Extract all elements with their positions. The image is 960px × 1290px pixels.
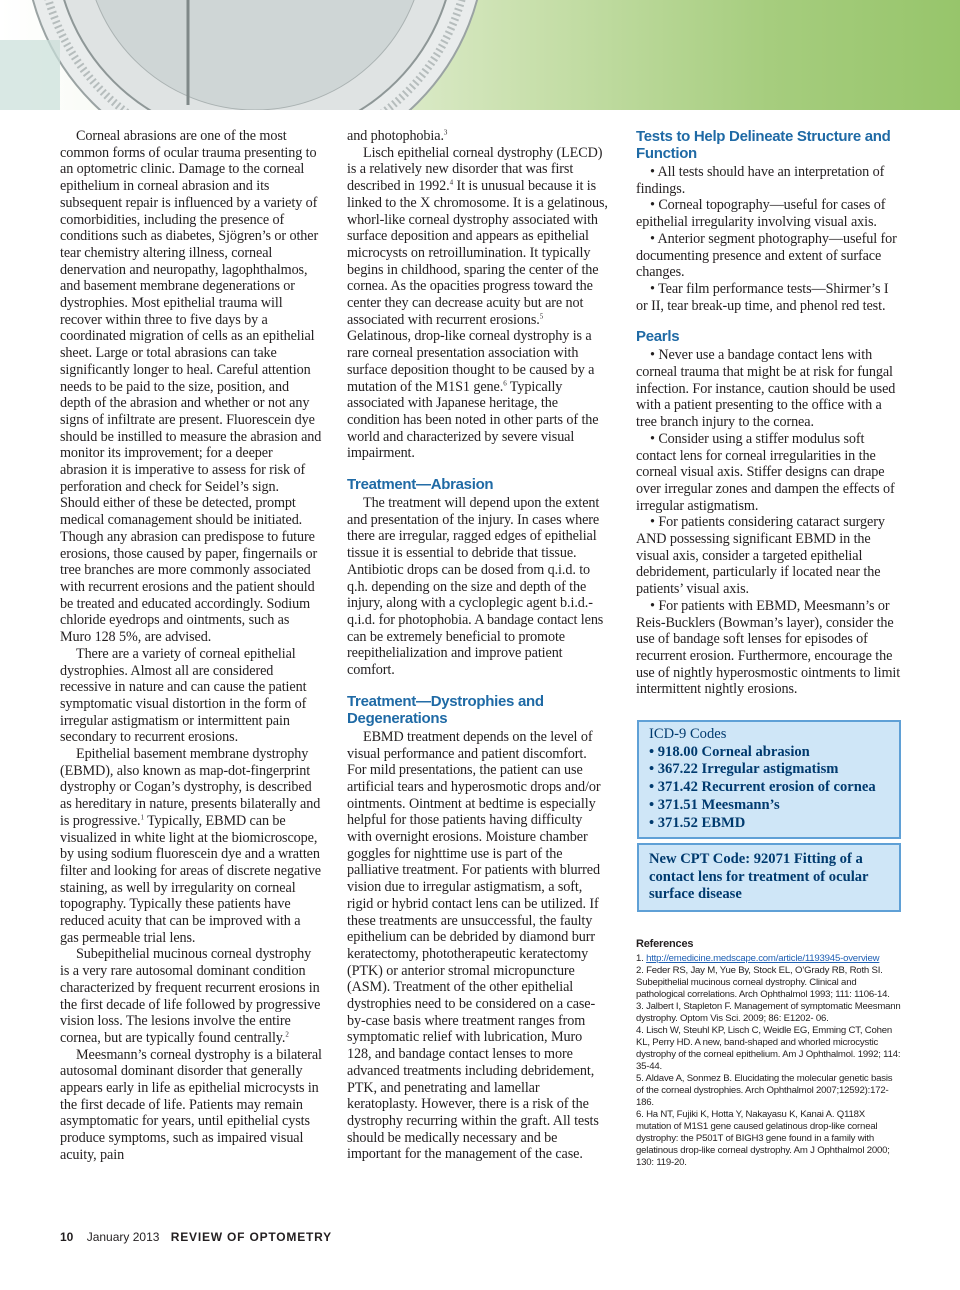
eye-illustration-icon <box>0 0 960 110</box>
icd9-code: • 367.22 Irregular astigmatism <box>649 761 839 778</box>
citation-ref: 4 <box>449 178 454 187</box>
article-column-3 <box>636 128 902 698</box>
magazine-name: REVIEW OF OPTOMETRY <box>170 1230 332 1244</box>
references-section <box>636 938 902 1169</box>
section-heading-tests: Tests to Help Delineate Structure and Function <box>636 128 891 162</box>
icd9-code: • 918.00 Corneal abrasion <box>649 743 810 760</box>
body-paragraph: Lisch epithelial corneal dystrophy (LECD) is a relatively new disorder that was first described in 1992.$^4$ It is unusual because it is linked to the X chromosome. It is a gelatinous, whorl-like corneal dystrophy associated with surface deposition and appears as epithelial microcysts on retroillumination. It typically begins in childhood, sparing the center of the cornea. As the opacities progress toward the center they can decrease acuity but are not associated with recurrent erosions.$^5$ Gelatinous, drop-like corneal dystrophy is a rare corneal presentation association with surface deposition thought to be caused by a mutation of the M1S1 gene.$^6$ Typically associated with Japanese heritage, the condition has been noted in other parts of the world and characterized by severe visual impairment. <box>347 144 608 462</box>
reference-item: 5. Aldave A, Sonmez B. Elucidating the molecular genetic basis of the corneal dystrophies. Arch Ophthalmol 2007;12592):172-186. <box>636 1073 893 1108</box>
bullet-item: • For patients considering cataract surgery AND possessing significant EBMD in the visual axis, consider a targeted epithelial debridement, particularly if located near the patients’ visual axis. <box>636 514 885 598</box>
bullet-item: • Anterior segment photography—useful for documenting presence and extent of surface changes. <box>636 230 897 281</box>
citation-ref: 6 <box>503 378 507 387</box>
header-illustration <box>0 0 960 110</box>
body-paragraph: and photophobia.$^3$ <box>347 128 448 144</box>
cpt-code-box <box>637 843 901 912</box>
icd9-codes-box <box>637 720 901 839</box>
icd9-code: • 371.42 Recurrent erosion of cornea <box>649 779 876 796</box>
bullet-item: • For patients with EBMD, Meesmann’s or Reis-Bucklers (Bowman’s layer), consider the use of bandage soft lenses for episodes of recurrent erosion. Furthermore, encourage the use of nightly hyperosmostic ointments to limit intermittent nightly erosions. <box>636 597 901 698</box>
body-paragraph: Subepithelial mucinous corneal dystrophy is a very rare autosomal dominant condition characterized by frequent recurrent erosions in the first decade of life followed by progressive vision loss. The lesions involve the entire cornea, but are typically found centrally.$^2$ <box>60 946 321 1046</box>
cpt-code-text: New CPT Code: 92071 Fitting of a contact lens for treatment of ocular surface disease <box>649 851 869 903</box>
reference-item: 3. Jalbert I, Stapleton F. Management of symptomatic Meesmann dystrophy. Optom Vis Sci. 2009; 86: E1202- 06. <box>636 1001 901 1024</box>
citation-ref: 5 <box>539 312 544 320</box>
article-column-1 <box>60 128 322 1164</box>
body-paragraph: Corneal abrasions are one of the most common forms of ocular trauma presenting to an optometric clinic. Damage to the corneal epithelium in corneal abrasion and its subsequent repair is influenced by a variety of comorbidities, including the presence of conditions such as diabetes, Sjögren’s or other tear chemistry altering illness, corneal denervation and neuropathy, lagophthalmos, and basement membrane degenerations or dystrophies. Most epithelial trauma will recover within three to five days by a coordinated migration of cells as an epithelial sheet. Large or total abrasions can take significantly longer to heal. Careful attention needs to be paid to the size, position, and depth of the abrasion and whether or not any signs of infiltrate are present. Fluorescein dye should be instilled to measure the abrasion and monitor its improvement; for a deeper abrasion it is imperative to assess for risk of perforation and check for Seidel’s sign. Should either of these be detected, prompt medical comanagement should be initiated. Though any abrasion can predispose to future erosions, those caused by paper, fingernails or tree branches are more commonly associated with recurrent erosions and the patient should be treated and educated accordingly. Sodium chloride eyedrops and ointments, such as Muro 128 5%, are advised. <box>60 128 322 646</box>
body-paragraph: Meesmann’s corneal dystrophy is a bilateral autosomal dominant disorder that generally appears early in life as epithelial microcysts in the first decade of life. Patients may remain asymptomatic for years, until epithelial cysts produce symptoms, such as impaired visual acuity, pain <box>60 1046 322 1163</box>
bullet-item: • All tests should have an interpretation of findings. <box>636 164 885 197</box>
citation-ref: 1 <box>140 813 144 822</box>
bullet-item: • Tear film performance tests—Shirmer’s I or II, tear break-up time, and phenol red test. <box>636 280 889 314</box>
citation-ref: 3 <box>443 128 448 137</box>
icd9-code: • 371.51 Meesmann’s <box>649 796 780 813</box>
reference-item: 1. http://emedicine.medscape.com/article/1193945-overview <box>636 953 880 964</box>
body-paragraph: Epithelial basement membrane dystrophy (EBMD), also known as map-dot-fingerprint dystrophy or Cogan’s dystrophy, is described as hereditary in nature, presents bilaterally and is progressive.$^1$ Typically, EBMD can be visualized in white light at the biomicroscope, by using sodium fluorescein dye and a wratten filter and looking for areas of discrete negative staining, as well by irregularity on corneal topography. Typically these patients have reduced acuity that can be improved with a gas permeable trial lens. <box>60 746 322 946</box>
icd9-title: ICD-9 Codes <box>649 726 727 742</box>
article-column-2 <box>347 128 609 1163</box>
bullet-item: • Consider using a stiffer modulus soft contact lens for corneal irregularities in the corneal visual axis. Stiffer designs can drape over irregular zones and dampen the effects of irregular astigmatism. <box>636 430 895 514</box>
page-number: 10 <box>60 1230 74 1244</box>
citation-ref: 2 <box>285 1030 289 1039</box>
body-paragraph: The treatment will depend upon the extent and presentation of the injury. In cases where there are irregular, ragged edges of epithelial tissue it is essential to debride that tissue. Antibiotic drops can be dosed from q.i.d. to q.h. depending on the size and depth of the injury, along with a cycloplegic agent b.i.d.-q.i.d. for photophobia. A bandage contact lens can be extremely beneficial to promote reepithelialization and improve patient comfort. <box>347 495 604 679</box>
references-title: References <box>636 938 694 950</box>
reference-link[interactable]: http://emedicine.medscape.com/article/1193945-overview <box>646 953 880 964</box>
body-paragraph: There are a variety of corneal epithelial dystrophies. Almost all are considered recessive in nature and can cause the patient symptomatic visual distortion in the form of irregular astigmatism or intermittent pain secondary to recurrent erosions. <box>60 645 307 746</box>
section-heading-treatment-abrasion: Treatment—Abrasion <box>347 476 494 494</box>
bullet-item: • Never use a bandage contact lens with corneal trauma that might be at risk for fungal infection. For instance, caution should be used with a patient presenting to the office with a tree branch injury to the cornea. <box>636 347 896 431</box>
icd9-code: • 371.52 EBMD <box>649 814 746 831</box>
body-paragraph: EBMD treatment depends on the level of visual performance and patient discomfort. For mild presentations, the patient can use artificial tears and hyperosmotic drops and/or ointments. Ointment at bedtime is especially helpful for those patients having difficulty with overnight erosions. Moisture chamber goggles for nighttime use is part of the palliative treatment. For patients with blurred vision due to irregular astigmatism, a soft, rigid or hybrid contact lens can be utilized. If these treatments are unsuccessful, the faulty epithelium can be debrided by diamond burr keratectomy, phototherapeutic keratectomy (PTK) or anterior stromal micropuncture (ASM). Treatment of the other epithelial dystrophies need to be considered on a case-by-case basis where treatment ranges from symptomatic relief with lubrication, Muro 128, and bandage contact lenses to more advanced treatments including debridement, PTK, and penetrating and lamellar keratoplasty. However, there is a risk of the dystrophy recurring within the graft. All tests should be medically necessary and be important for the management of the case. <box>347 728 601 1163</box>
bullet-item: • Corneal topography—useful for cases of epithelial irregularity involving visual axis. <box>636 197 886 231</box>
reference-item: 2. Feder RS, Jay M, Yue By, Stock EL, O’Grady RB, Roth SI. Subepithelial mucinous corneal dystrophy. Clinical and pathological correlations. Arch Ophthalmol 1993; 111: 1106-14. <box>636 965 890 1000</box>
reference-item: 6. Ha NT, Fujiki K, Hotta Y, Nakayasu K, Kanai A. Q118X mutation of M1S1 gene caused gelatinous drop-like corneal dystrophy: the P501T of BIGH3 gene found in a family with gelatinous drop-like corneal dystrophy. Am J Ophthalmol 2000; 130: 119-20. <box>636 1109 890 1168</box>
page-footer <box>60 1230 332 1244</box>
reference-item: 4. Lisch W, Steuhl KP, Lisch C, Weidle EG, Emming CT, Cohen KL, Perry HD. A new, band-shaped and whorled microcystic dystrophy of the corneal epithelium. Am J Ophthalmol. 1992; 114: 35-44. <box>636 1025 901 1072</box>
section-heading-pearls: Pearls <box>636 328 680 346</box>
section-heading-treatment-dystrophies: Treatment—Dystrophies and Degenerations <box>347 692 544 727</box>
issue-date: January 2013 <box>86 1230 160 1244</box>
